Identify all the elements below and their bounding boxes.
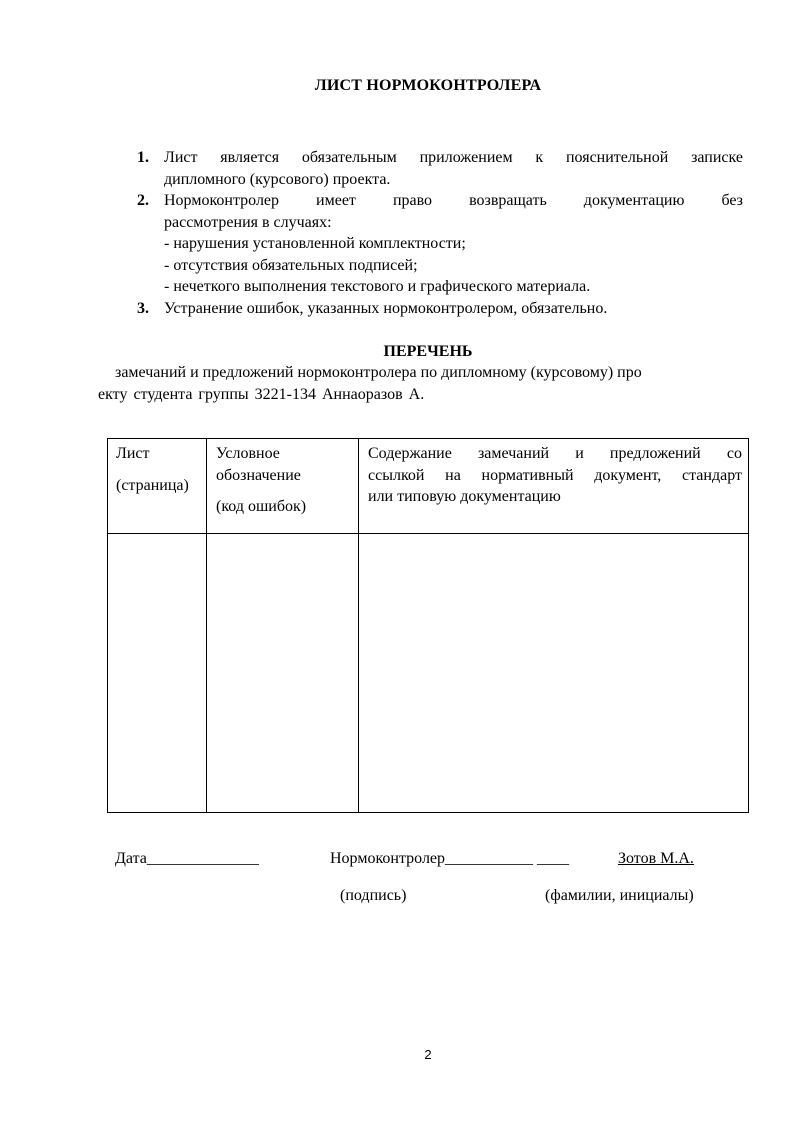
- list-item-number: 2.: [137, 192, 149, 209]
- table-header-text: или типовую документацию: [368, 488, 561, 505]
- table-header-text: Условное: [216, 445, 280, 462]
- list-item-2: [137, 190, 743, 298]
- signature-caption: (подпись): [340, 887, 407, 904]
- table-header-text: (страница): [116, 476, 189, 494]
- list-subitem: - нечеткого выполнения текстового и графического материала.: [164, 278, 591, 295]
- date-field: Дата______________: [115, 850, 259, 867]
- list-intro-line: екту студента группы 3221-134 Аннаоразов А.: [98, 386, 425, 403]
- table-header-text: (код ошибок): [216, 498, 307, 515]
- table-header-text: ссылкой на нормативный документ, стандарт: [368, 466, 742, 484]
- table-header-sheet: [116, 443, 189, 496]
- table-cell-sheet[interactable]: [108, 534, 205, 812]
- list-subitem: - отсутствия обязательных подписей;: [164, 256, 418, 274]
- controller-signature-field: Нормоконтролер___________ ____: [330, 850, 570, 867]
- table-column-divider: [206, 439, 207, 812]
- table-cell-code[interactable]: [208, 534, 357, 812]
- list-item-line: Устранение ошибок, указанных нормоконтролером, обязательно.: [164, 300, 608, 317]
- list-item-1: [137, 147, 743, 190]
- list-item-number: 1.: [137, 149, 149, 166]
- remarks-table: [107, 438, 749, 813]
- list-item-line: Нормоконтролер имеет право возвращать документацию без: [164, 192, 743, 209]
- name-caption: (фамилии, инициалы): [545, 887, 694, 904]
- table-column-divider: [358, 439, 359, 812]
- list-heading: ПЕРЕЧЕНЬ: [383, 343, 473, 360]
- table-cell-content[interactable]: [360, 534, 748, 812]
- list-item-line: рассмотрения в случаях:: [164, 213, 332, 231]
- table-header-text: Лист: [116, 445, 150, 462]
- list-item-3: [137, 298, 743, 320]
- page-title: ЛИСТ НОРМОКОНТРОЛЕРА: [314, 77, 542, 94]
- list-subitem: - нарушения установленной комплектности;: [164, 235, 466, 252]
- table-header-text: обозначение: [216, 466, 301, 484]
- page-number: 2: [424, 1047, 432, 1062]
- controller-name: Зотов М.А.: [618, 850, 694, 867]
- table-header-text: Содержание замечаний и предложений со: [368, 445, 742, 462]
- table-header-content: [368, 443, 742, 508]
- list-item-number: 3.: [137, 300, 149, 317]
- list-item-line: дипломного (курсового) проекта.: [164, 170, 391, 188]
- table-header-code: [216, 443, 306, 518]
- list-item-line: Лист является обязательным приложением к пояснительной записке: [164, 149, 743, 166]
- list-intro-line: замечаний и предложений нормоконтролера по дипломному (курсовому) про: [115, 364, 642, 381]
